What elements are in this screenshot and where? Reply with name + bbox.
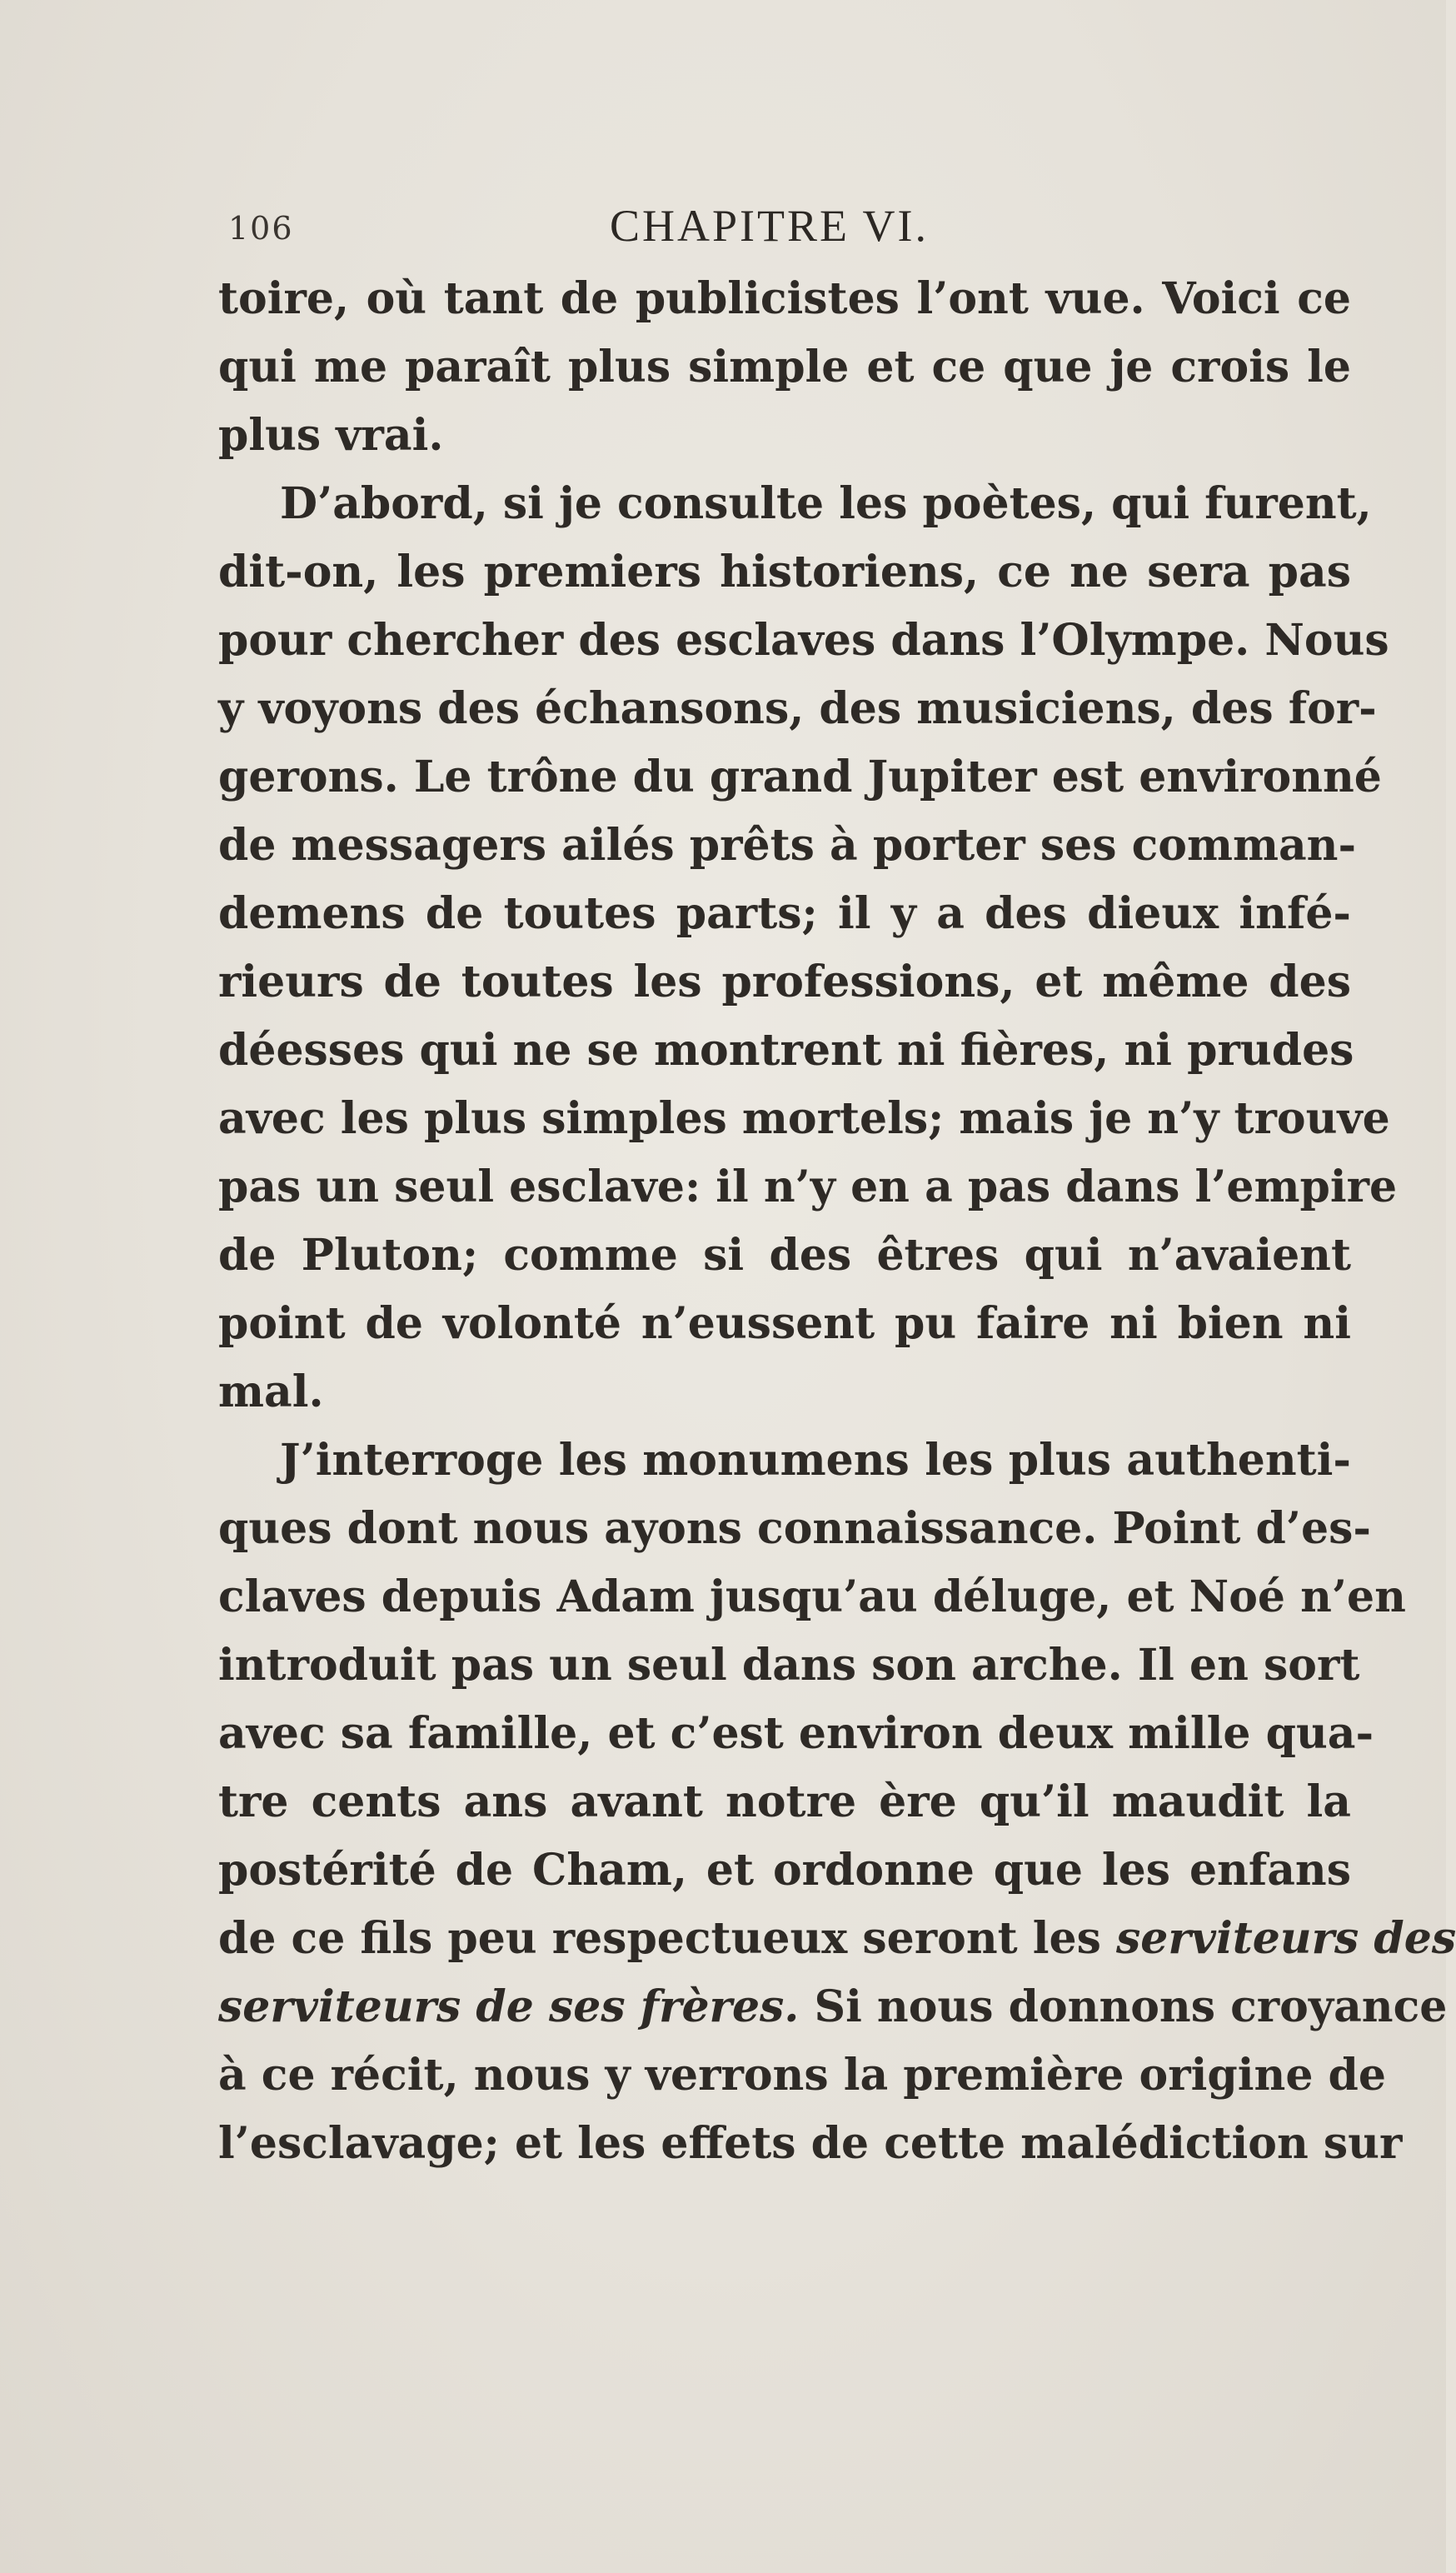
- text-line: tre cents ans avant notre ère qu’il maudit la: [218, 1776, 1351, 1827]
- text-run: de ce fils peu respectueux seront les: [218, 1913, 1116, 1964]
- text-line: plus vrai.: [218, 410, 444, 461]
- text-line: gerons. Le trône du grand Jupiter est environné: [218, 752, 1382, 802]
- text-line: y voyons des échansons, des musiciens, des for-: [218, 683, 1377, 734]
- text-line: rieurs de toutes les professions, et même des: [218, 957, 1351, 1007]
- text-line: claves depuis Adam jusqu’au déluge, et Noé n’en: [218, 1571, 1406, 1622]
- text-line: avec les plus simples mortels; mais je n’y trouve: [218, 1093, 1390, 1144]
- text-line: qui me paraît plus simple et ce que je crois le: [218, 342, 1351, 392]
- text-line: de Pluton; comme si des êtres qui n’avaient: [218, 1230, 1351, 1281]
- text-run: Si nous donnons croyance: [799, 1981, 1448, 2032]
- body-text: [218, 265, 1456, 2178]
- text-line: ques dont nous ayons connaissance. Point d’es-: [218, 1503, 1371, 1554]
- text-line-mixed: [218, 1973, 1448, 2041]
- text-line: postérité de Cham, et ordonne que les enfans: [218, 1845, 1351, 1896]
- text-line: dit-on, les premiers historiens, ce ne sera pas: [218, 547, 1351, 597]
- text-line: déesses qui ne se montrent ni fières, ni prudes: [218, 1025, 1354, 1076]
- text-line: J’interroge les monumens les plus authenti-: [280, 1435, 1351, 1486]
- text-line: point de volonté n’eussent pu faire ni bien ni: [218, 1298, 1351, 1349]
- text-line: pas un seul esclave: il n’y en a pas dans l’empire: [218, 1162, 1398, 1212]
- text-line: mal.: [218, 1366, 324, 1417]
- text-line-mixed: [218, 1905, 1456, 1973]
- text-line: l’esclavage; et les effets de cette malédiction sur: [218, 2118, 1403, 2169]
- text-line: introduit pas un seul dans son arche. Il en sort: [218, 1640, 1360, 1691]
- italic-run: serviteurs des: [1115, 1913, 1456, 1964]
- italic-run: serviteurs de ses frères.: [218, 1981, 800, 2032]
- page-header: [218, 200, 1351, 258]
- text-line: pour chercher des esclaves dans l’Olympe. Nous: [218, 615, 1389, 666]
- page-number: 106: [228, 210, 294, 247]
- running-head: CHAPITRE VI.: [610, 201, 930, 251]
- text-line: toire, où tant de publicistes l’ont vue. Voici ce: [218, 273, 1351, 324]
- text-line: D’abord, si je consulte les poètes, qui furent,: [280, 478, 1372, 529]
- text-line: à ce récit, nous y verrons la première origine de: [218, 2050, 1386, 2101]
- text-line: de messagers ailés prêts à porter ses comman-: [218, 820, 1357, 871]
- text-line: avec sa famille, et c’est environ deux mille qua-: [218, 1708, 1374, 1759]
- text-line: demens de toutes parts; il y a des dieux infé-: [218, 888, 1351, 939]
